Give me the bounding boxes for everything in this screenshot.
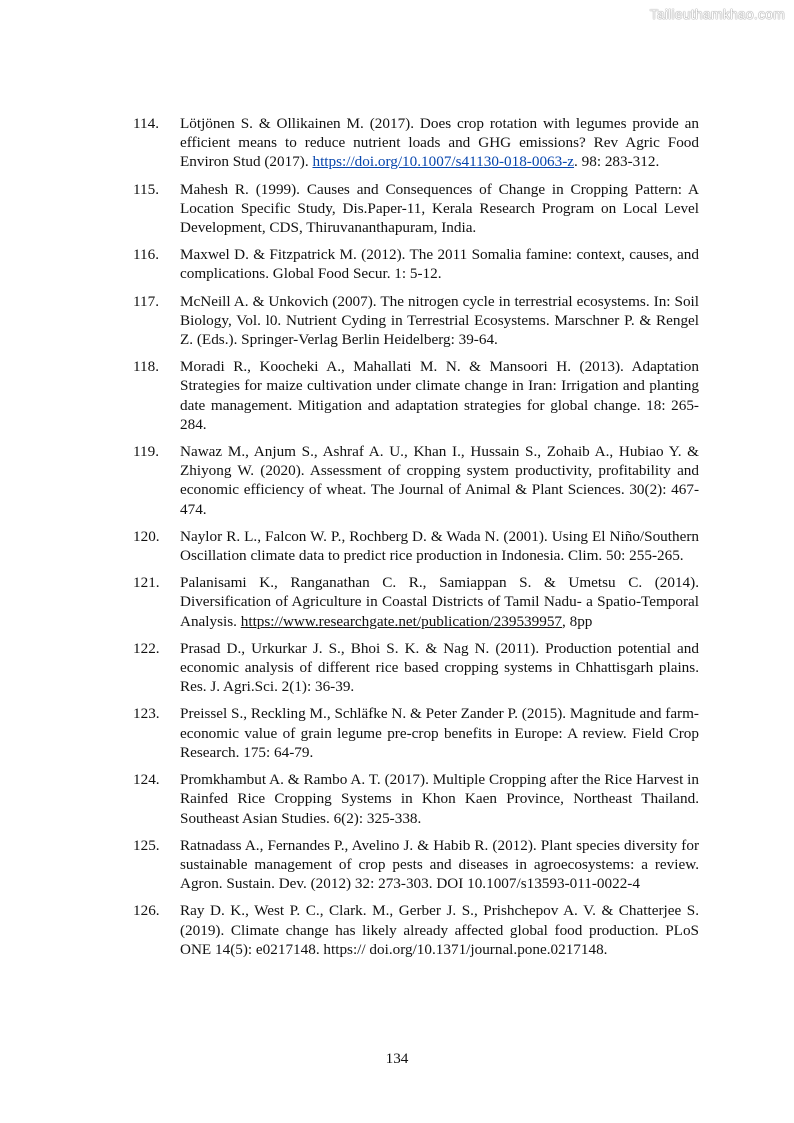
reference-tail: , 8pp (562, 612, 593, 630)
reference-number: 116. (133, 246, 160, 264)
reference-number: 114. (133, 115, 160, 132)
researchgate-link[interactable]: https://www.researchgate.net/publication/239539957 (240, 612, 563, 630)
reference-item (133, 245, 699, 283)
reference-body: Palanisami K., Ranganathan C. R., Samiappan S. & Umetsu C. (2014). Diversification of Agriculture in Coastal Districts of Tamil Nadu- a Spatio-Temporal Analysis. (180, 574, 699, 630)
reference-number: 115. (133, 180, 160, 198)
watermark: Tailieuthamkhao.com (649, 6, 785, 22)
reference-item (133, 357, 699, 434)
reference-item (133, 292, 699, 350)
page-number: 134 (385, 1050, 409, 1067)
reference-text (180, 573, 699, 631)
reference-text: Prasad D., Urkurkar J. S., Bhoi S. K. & Nag N. (2011). Production potential and economic analysis of different rice based cropping systems in Chhattisgarh plains. Res. J. Agri.Sci. 2(1): 36-39. (180, 639, 699, 696)
reference-number: 120. (133, 527, 160, 545)
reference-text (180, 114, 699, 172)
reference-text: Naylor R. L., Falcon W. P., Rochberg D. & Wada N. (2001). Using El Niño/Southern Oscillation climate data to predict rice production in Indonesia. Clim. 50: 255-265. (180, 527, 699, 565)
reference-number: 122. (133, 639, 160, 657)
reference-item (133, 901, 699, 959)
reference-text: Promkhambut A. & Rambo A. T. (2017). Multiple Cropping after the Rice Harvest in Rainfed Rice Cropping Systems in Khon Kaen Province, Northeast Thailand. Southeast Asian Studies. 6(2): 325-338. (180, 771, 699, 827)
reference-text: Maxwel D. & Fitzpatrick M. (2012). The 2011 Somalia famine: context, causes, and complications. Global Food Secur. 1: 5-12. (180, 246, 699, 283)
reference-number: 117. (133, 292, 160, 310)
reference-tail: . 98: 283-312. (574, 153, 660, 171)
reference-text: Preissel S., Reckling M., Schläfke N. & Peter Zander P. (2015). Magnitude and farm-economic value of grain legume pre-crop benefits in Europe: A review. Field Crop Research. 175: 64-79. (180, 705, 699, 761)
reference-text: McNeill A. & Unkovich (2007). The nitrogen cycle in terrestrial ecosystems. In: Soil Biology, Vol. l0. Nutrient Cyding in Terrestrial Ecosystems. Marschner P. & Rengel Z. (Eds.). Springer-Verlag Berlin Heidelberg: 39-64. (180, 292, 699, 349)
reference-item (133, 639, 699, 697)
reference-number: 119. (133, 443, 160, 461)
reference-number: 125. (133, 836, 160, 854)
reference-text: Nawaz M., Anjum S., Ashraf A. U., Khan I., Hussain S., Zohaib A., Hubiao Y. & Zhiyong W. (2020). Assessment of cropping system productivity, profitability and economic efficiency of wheat. The Journal of Animal & Plant Sciences. 30(2): 467-474. (180, 443, 699, 518)
reference-list (133, 114, 699, 967)
reference-item (133, 527, 699, 565)
reference-text: Moradi R., Koocheki A., Mahallati M. N. & Mansoori H. (2013). Adaptation Strategies for maize cultivation under climate change in Iran: Irrigation and planting date management. Mitigation and adaptation strategies for global change. 18: 265-284. (180, 358, 699, 433)
reference-item (133, 573, 699, 631)
reference-number: 126. (133, 902, 160, 920)
reference-item (133, 836, 699, 894)
reference-item (133, 442, 699, 519)
reference-item (133, 704, 699, 762)
reference-number: 121. (133, 574, 160, 592)
reference-body: Lötjönen S. & Ollikainen M. (2017). Does crop rotation with legumes provide an efficient means to reduce nutrient loads and GHG emissions? Rev Agric Food Environ Stud (2017). (180, 115, 699, 171)
reference-number: 123. (133, 705, 160, 723)
reference-item (133, 770, 699, 828)
reference-number: 118. (133, 358, 160, 376)
reference-text: Ray D. K., West P. C., Clark. M., Gerber J. S., Prishchepov A. V. & Chatterjee S. (2019). Climate change has likely already affected global food production. PLoS ONE 14(5): e0217148. https:// doi.org/10.1371/journal.pone.0217148. (180, 902, 699, 958)
doi-link[interactable]: https://doi.org/10.1007/s41130-018-0063-z (312, 153, 575, 171)
reference-item (133, 180, 699, 238)
reference-number: 124. (133, 771, 160, 789)
reference-text: Ratnadass A., Fernandes P., Avelino J. & Habib R. (2012). Plant species diversity for sustainable management of crop pests and diseases in agroecosystems: a review. Agron. Sustain. Dev. (2012) 32: 273-303. DOI 10.1007/s13593-011-0022-4 (180, 836, 699, 893)
reference-item (133, 114, 699, 172)
reference-text: Mahesh R. (1999). Causes and Consequences of Change in Cropping Pattern: A Location Specific Study, Dis.Paper-11, Kerala Research Program on Local Level Development, CDS, Thiruvananthapuram, India. (180, 180, 699, 237)
